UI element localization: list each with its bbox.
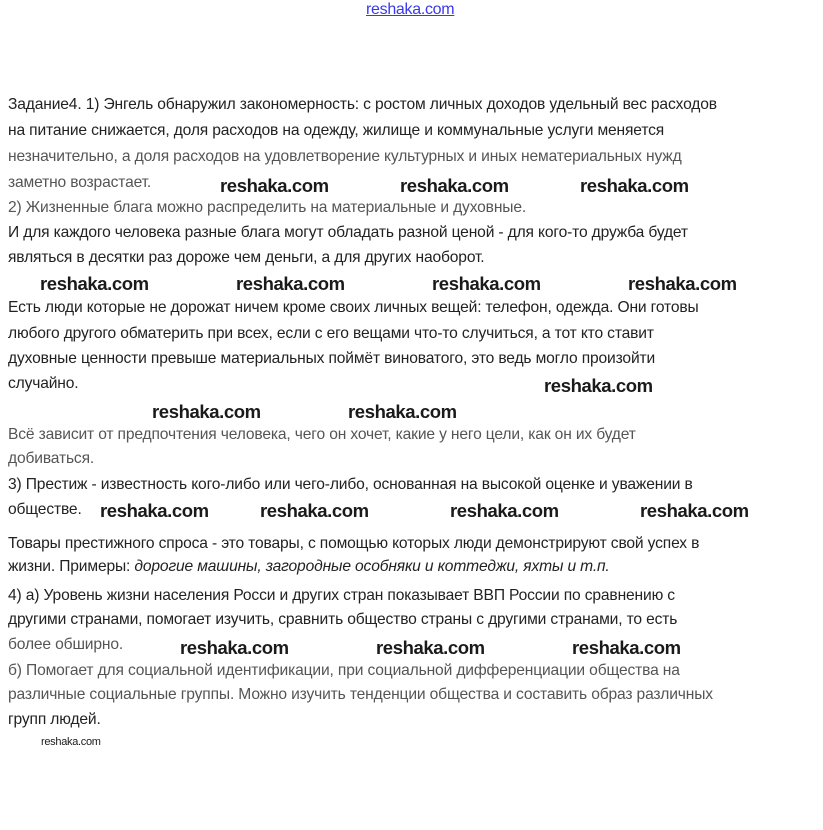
text-line: незначительно, а доля расходов на удовлетворение культурных и иных нематериальных нужд (8, 148, 682, 165)
text-line: любого другого обматерить при всех, если с его вещами что-то случиться, а тот кто ставит (8, 325, 654, 342)
text-line: И для каждого человека разные блага могут обладать разной ценой - для кого-то дружба будет (8, 224, 688, 241)
watermark: reshaka.com (40, 273, 149, 294)
watermark: reshaka.com (220, 175, 329, 196)
watermark-small: reshaka.com (41, 736, 101, 748)
watermark: reshaka.com (376, 637, 485, 658)
text-line: обществе. (8, 501, 82, 518)
text-line: на питание снижается, доля расходов на одежду, жилище и коммунальные услуги меняется (8, 122, 665, 139)
text-line: Задание4. 1) Энгель обнаружил закономерность: с ростом личных доходов удельный вес расходов (8, 96, 717, 113)
text-line: б) Помогает для социальной идентификации, при социальной дифференциации общества на (8, 662, 680, 679)
text-line: добиваться. (8, 450, 95, 467)
watermark: reshaka.com (180, 637, 289, 658)
watermark: reshaka.com (348, 401, 457, 422)
watermark: reshaka.com (152, 401, 261, 422)
watermark: reshaka.com (544, 375, 653, 396)
watermark: reshaka.com (400, 175, 509, 196)
text-line: различные социальные группы. Можно изучить тенденции общества и составить образ различных (8, 686, 713, 703)
text-line (8, 558, 610, 576)
watermark: reshaka.com (100, 500, 209, 521)
text-line: духовные ценности превыше материальных поймёт виноватого, это ведь могло произойти (8, 350, 656, 367)
watermark: reshaka.com (236, 273, 345, 294)
watermark: reshaka.com (432, 273, 541, 294)
watermark: reshaka.com (640, 500, 749, 521)
text-line: 3) Престиж - известность кого-либо или чего-либо, основанная на высокой оценке и уважении в (8, 476, 693, 493)
watermark: reshaka.com (572, 637, 681, 658)
text-line: являться в десятки раз дороже чем деньги, а для других наоборот. (8, 249, 485, 266)
watermark: reshaka.com (260, 500, 369, 521)
text-line: другими странами, помогает изучить, сравнить общество страны с другими странами, то есть (8, 611, 678, 628)
examples-italic: дорогие машины, загородные особняки и коттеджи, яхты и т.п. (134, 558, 610, 575)
watermark: reshaka.com (450, 500, 559, 521)
text-line: Всё зависит от предпочтения человека, чего он хочет, какие у него цели, как он их будет (8, 426, 636, 443)
text-line: случайно. (8, 375, 79, 392)
header-link[interactable]: reshaka.com (366, 1, 455, 18)
text-line: Есть люди которые не дорожат ничем кроме своих личных вещей: телефон, одежда. Они готовы (8, 299, 699, 316)
examples-label: жизни. Примеры: (8, 558, 135, 575)
text-line: 4) а) Уровень жизни населения Росси и других стран показывает ВВП России по сравнению с (8, 587, 675, 604)
text-line: более обширно. (8, 636, 124, 653)
text-line: групп людей. (8, 711, 101, 728)
watermark: reshaka.com (580, 175, 689, 196)
watermark: reshaka.com (628, 273, 737, 294)
text-line: заметно возрастает. (8, 174, 152, 191)
text-line: 2) Жизненные блага можно распределить на материальные и духовные. (8, 199, 527, 216)
text-line: Товары престижного спроса - это товары, с помощью которых люди демонстрируют свой успех в (8, 535, 700, 552)
